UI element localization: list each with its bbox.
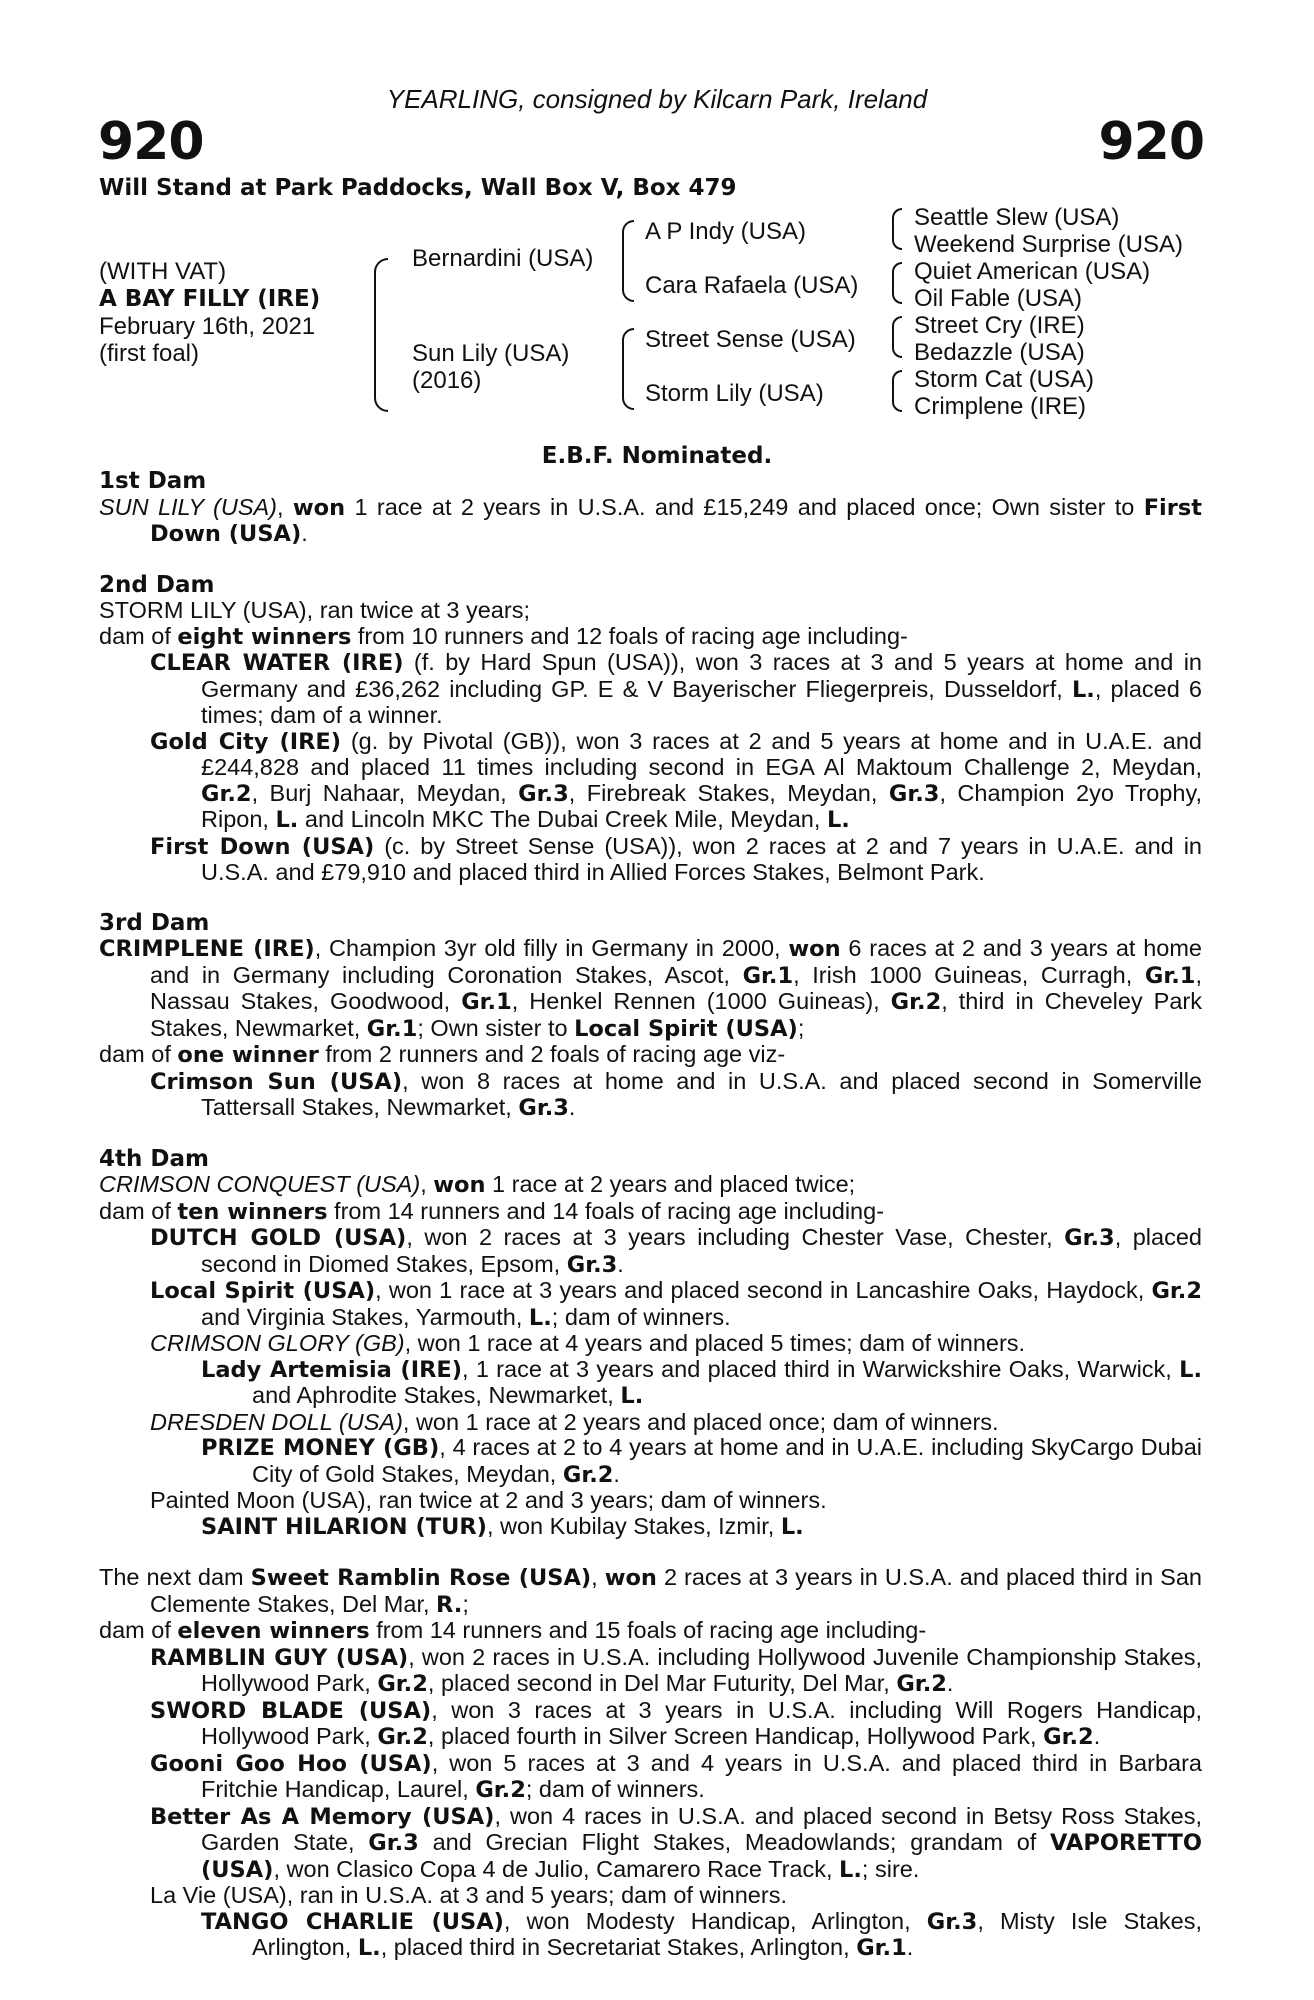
dam4-produce-summary: dam of ten winners from 14 runners and 14 foals of racing age including-: [99, 1197, 885, 1225]
produce-saint-hilarion: SAINT HILARION (TUR), won Kubilay Stakes, Izmir, L.: [201, 1512, 804, 1540]
consignment-line: YEARLING, consigned by Kilcarn Park, Ireland: [386, 84, 928, 114]
dam1-name: SUN LILY (USA): [99, 493, 278, 520]
stand-location: Will Stand at Park Paddocks, Wall Box V, Box 479: [99, 175, 737, 201]
ebf-nominated: E.B.F. Nominated.: [541, 443, 773, 469]
dam-sire: Street Sense (USA): [645, 326, 856, 353]
sire-dam: Cara Rafaela (USA): [645, 272, 859, 299]
dam1-entry: SUN LILY (USA), won 1 race at 2 years in U.S.A. and £15,249 and placed once; Own sister to First Down (USA).: [99, 493, 1203, 547]
produce-crimson-sun: Crimson Sun (USA), won 8 races at home and in U.S.A. and placed second in Somerville Tattersall Stakes, Newmarket, Gr.3.: [150, 1067, 1202, 1121]
section-3rd-dam: 3rd Dam: [99, 909, 210, 936]
produce-better-as-a-memory: Better As A Memory (USA), won 4 races in U.S.A. and placed second in Betsy Ross Stakes, Garden State, Gr.3 and Grecian Flight Stakes, Meadowlands; grandam of VAPORETTO (USA), won Clasico Copa 4 de Julio, Camarero Race Track, L.; sire.: [150, 1802, 1202, 1883]
subject-name: A BAY FILLY (IRE): [99, 286, 321, 312]
dam-year: (2016): [412, 367, 482, 394]
sire-sire-sire: Seattle Slew (USA): [914, 204, 1120, 231]
sire-sire: A P Indy (USA): [645, 218, 806, 245]
dam2-entry: STORM LILY (USA), ran twice at 3 years;: [99, 597, 530, 623]
produce-clear-water: CLEAR WATER (IRE) (f. by Hard Spun (USA)), won 3 races at 3 and 5 years at home and in Germany and £36,262 including GP. E & V Bayerischer Fliegerpreis, Dusseldorf, L., placed 6 times; dam of a winner.: [150, 649, 1203, 728]
sire-dam-dam: Oil Fable (USA): [914, 285, 1083, 312]
subject-dob: February 16th, 2021: [99, 313, 316, 340]
bracket-gen3-1: [892, 208, 902, 250]
dam2-produce-summary: dam of eight winners from 10 runners and 12 foals of racing age including-: [99, 622, 908, 650]
produce-lady-artemisia: Lady Artemisia (IRE), 1 race at 3 years and placed third in Warwickshire Oaks, Warwick, L. and Aphrodite Stakes, Newmarket, L.: [201, 1355, 1202, 1409]
produce-ramblin-guy: RAMBLIN GUY (USA), won 2 races in U.S.A. including Hollywood Juvenile Championship Stakes, Hollywood Park, Gr.2, placed second in Del Mar Futurity, Del Mar, Gr.2.: [150, 1643, 1202, 1697]
dam-sire-sire: Street Cry (IRE): [914, 312, 1085, 339]
bracket-main: [374, 258, 388, 412]
lot-number-right: 920: [1098, 112, 1204, 172]
subject-note: (first foal): [99, 340, 200, 367]
produce-crimson-glory: CRIMSON GLORY (GB), won 1 race at 4 years and placed 5 times; dam of winners.: [150, 1330, 1026, 1356]
section-2nd-dam: 2nd Dam: [99, 571, 215, 598]
produce-la-vie: La Vie (USA), ran in U.S.A. at 3 and 5 years; dam of winners.: [150, 1882, 787, 1908]
bracket-sire: [622, 220, 634, 302]
dam3-produce-summary: dam of one winner from 2 runners and 2 foals of racing age viz-: [99, 1041, 786, 1068]
dam: Sun Lily (USA): [412, 340, 570, 367]
dam-dam-dam: Crimplene (IRE): [914, 393, 1087, 420]
dam1-sibling: First Down (USA): [150, 494, 1203, 547]
dam-dam: Storm Lily (USA): [645, 380, 824, 407]
produce-painted-moon: Painted Moon (USA), ran twice at 2 and 3 years; dam of winners.: [150, 1487, 827, 1513]
dam3-entry: CRIMPLENE (IRE), Champion 3yr old filly in Germany in 2000, won 6 races at 2 and 3 years at home and in Germany including Coronation Stakes, Ascot, Gr.1, Irish 1000 Guineas, Curragh, Gr.1, Nassau Stakes, Goodwood, Gr.1, Henkel Rennen (1000 Guineas), Gr.2, third in Cheveley Park Stakes, Newmarket, Gr.1; Own sister to Local Spirit (USA);: [99, 935, 1202, 1042]
produce-local-spirit: Local Spirit (USA), won 1 race at 3 years and placed second in Lancashire Oaks, Haydock, Gr.2 and Virginia Stakes, Yarmouth, L.; dam of winners.: [150, 1277, 1202, 1331]
produce-gooni-goo-hoo: Gooni Goo Hoo (USA), won 5 races at 3 and 4 years in U.S.A. and placed third in Barbara Fritchie Handicap, Laurel, Gr.2; dam of winners.: [150, 1749, 1202, 1803]
section-4th-dam: 4th Dam: [99, 1145, 209, 1172]
sire: Bernardini (USA): [412, 245, 594, 272]
produce-gold-city: Gold City (IRE) (g. by Pivotal (GB)), won 3 races at 2 and 5 years at home and in U.A.E. and £244,828 and placed 11 times including second in EGA Al Maktoum Challenge 2, Meydan, Gr.2, Burj Nahaar, Meydan, Gr.3, Firebreak Stakes, Meydan, Gr.3, Champion 2yo Trophy, Ripon, L. and Lincoln MKC The Dubai Creek Mile, Meydan, L.: [150, 727, 1202, 833]
sire-sire-dam: Weekend Surprise (USA): [914, 231, 1183, 258]
sire-dam-sire: Quiet American (USA): [914, 258, 1151, 285]
dam-sire-dam: Bedazzle (USA): [914, 339, 1085, 366]
next-dam-produce-summary: dam of eleven winners from 14 runners and 15 foals of racing age including-: [99, 1617, 927, 1644]
bracket-gen3-3: [892, 316, 902, 358]
section-1st-dam: 1st Dam: [99, 468, 207, 494]
produce-first-down: First Down (USA) (c. by Street Sense (USA)), won 2 races at 2 and 7 years in U.A.E. and in U.S.A. and £79,910 and placed third in Allied Forces Stakes, Belmont Park.: [150, 832, 1203, 885]
bracket-gen3-2: [892, 262, 902, 304]
produce-dresden-doll: DRESDEN DOLL (USA), won 1 race at 2 years and placed once; dam of winners.: [150, 1408, 999, 1435]
produce-sword-blade: SWORD BLADE (USA), won 3 races at 3 years in U.S.A. including Will Rogers Handicap, Hollywood Park, Gr.2, placed fourth in Silver Screen Handicap, Hollywood Park, Gr.2.: [150, 1696, 1202, 1750]
dam4-entry: CRIMSON CONQUEST (USA), won 1 race at 2 years and placed twice;: [99, 1171, 856, 1198]
vat-note: (WITH VAT): [99, 258, 227, 285]
produce-prize-money: PRIZE MONEY (GB), 4 races at 2 to 4 years at home and in U.A.E. including SkyCargo Dubai City of Gold Stakes, Meydan, Gr.2.: [201, 1434, 1202, 1488]
next-dam-entry: The next dam Sweet Ramblin Rose (USA), won 2 races at 3 years in U.S.A. and placed third in San Clemente Stakes, Del Mar, R.;: [99, 1564, 1202, 1618]
produce-tango-charlie: TANGO CHARLIE (USA), won Modesty Handicap, Arlington, Gr.3, Misty Isle Stakes, Arlington, L., placed third in Secretariat Stakes, Arlington, Gr.1.: [201, 1907, 1202, 1961]
bracket-dam: [622, 328, 634, 410]
lot-number-left: 920: [98, 112, 204, 172]
catalogue-body: [99, 469, 1202, 1962]
bracket-gen3-4: [892, 370, 902, 412]
dam-dam-sire: Storm Cat (USA): [914, 366, 1095, 393]
produce-dutch-gold: DUTCH GOLD (USA), won 2 races at 3 years including Chester Vase, Chester, Gr.3, placed second in Diomed Stakes, Epsom, Gr.3.: [150, 1224, 1202, 1278]
